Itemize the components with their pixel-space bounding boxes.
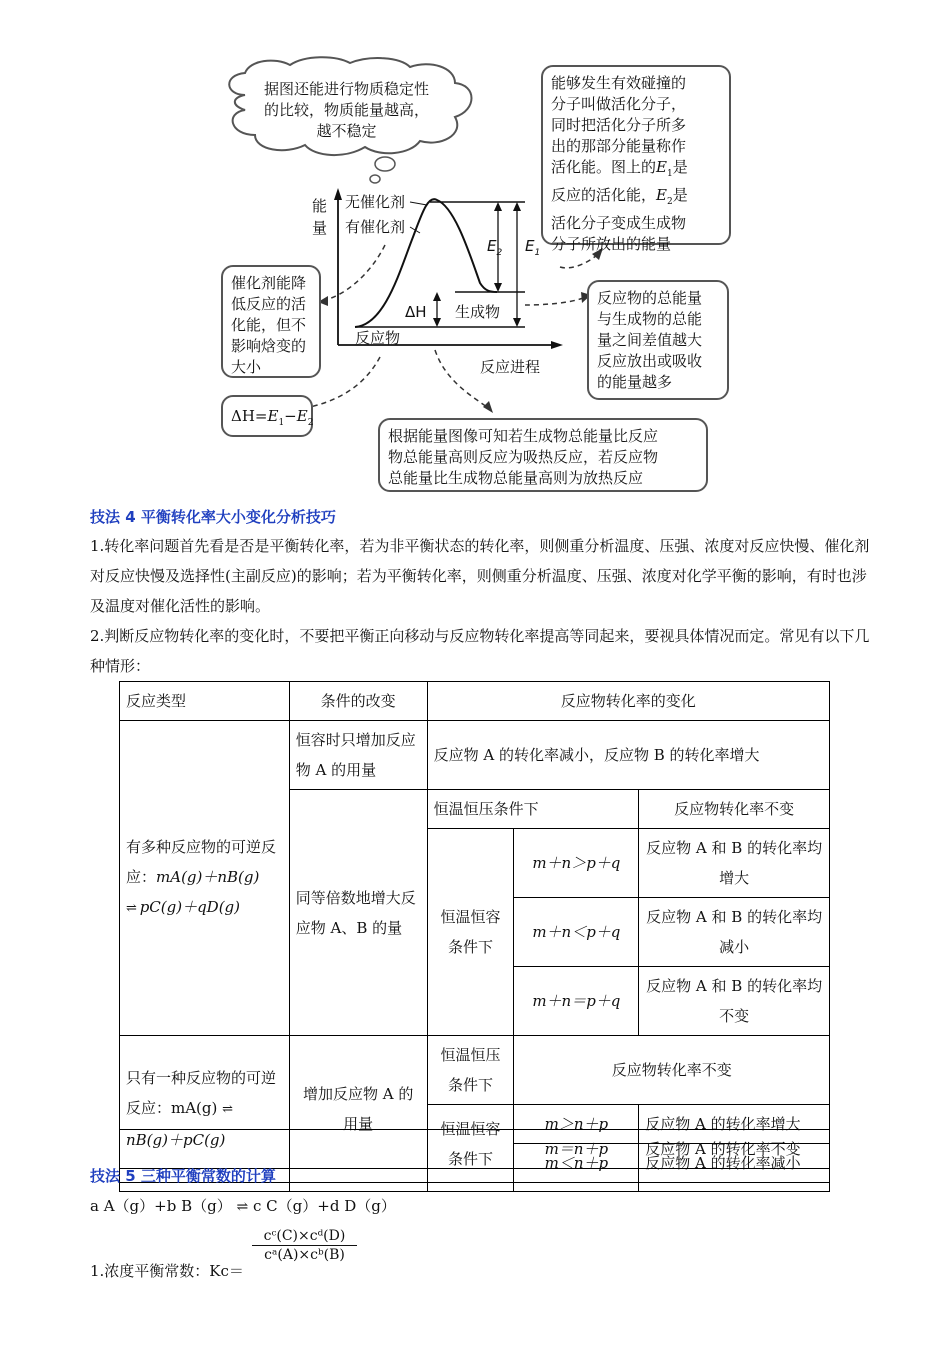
header-result: 反应物转化率的变化 bbox=[427, 682, 829, 721]
thought-bubble-2 bbox=[370, 175, 380, 183]
activation-energy-note: 能够发生有效碰撞的 分子叫做活化分子， 同时把活化分子所多 出的那部分能量称作 活化能。图上的$E_1$是 反应的活化能，$E_2$是 活化分子变成生成物 分子所放出的能量 bbox=[541, 65, 731, 245]
y-axis-label: 能 量 bbox=[312, 197, 328, 237]
kc-denominator: cᵃ(A)×cᵇ(B) bbox=[264, 1247, 345, 1263]
e2-label: $E_2$ bbox=[487, 237, 503, 258]
x-axis-arrow bbox=[551, 341, 563, 349]
const-tp-result: 反应物转化率不变 bbox=[639, 790, 830, 829]
cond-same-multiple: 同等倍数地增大反应物 A、B 的量 bbox=[289, 790, 427, 1036]
rel-lt: m＋n＜p＋q bbox=[514, 898, 639, 967]
total-energy-note: 反应物的总能量 与生成物的总能 量之间差值越大 反应放出或吸收 的能量越多 bbox=[587, 280, 729, 400]
equilibrium-equation: a A（g）+b B（g） ⇌ c C（g）+d D（g） bbox=[90, 1197, 396, 1215]
table-header-row bbox=[120, 682, 830, 721]
cond-add-a: 增加反应物 A 的用量 bbox=[289, 1036, 427, 1183]
product-label: 生成物 bbox=[455, 303, 501, 321]
rel-eq: m＋n＝p＋q bbox=[514, 967, 639, 1036]
header-reaction-type: 反应类型 bbox=[120, 682, 290, 721]
section4-heading: 技法 4 平衡转化率大小变化分析技巧 bbox=[90, 508, 336, 526]
table-row bbox=[120, 1036, 830, 1105]
table-row bbox=[120, 721, 830, 790]
table-row bbox=[120, 1130, 830, 1169]
dashed-arrow-activation bbox=[560, 255, 597, 268]
reactant-label: 反应物 bbox=[355, 329, 401, 347]
conversion-table-continued bbox=[119, 1129, 830, 1169]
dashed-arrow-total bbox=[525, 298, 583, 305]
section4-para1: 1.转化率问题首先看是否是平衡转化率，若为非平衡状态的转化率，则侧重分析温度、压强、浓度对反应快慢、催化剂对反应快慢及选择性(主副反应)的影响；若为平衡转化率，则侧重分析温度、压强、浓度对化学平衡的影响，有时也涉及温度对催化活性的影响。 bbox=[90, 537, 870, 615]
equilibrium-arrow: ⇌ bbox=[236, 1199, 249, 1215]
equilibrium-arrow: ⇌ bbox=[222, 1102, 234, 1117]
single-tp-result: 反应物转化率不变 bbox=[514, 1036, 830, 1105]
rel-gt: m＋n＞p＋q bbox=[514, 829, 639, 898]
s-rel-gt: m＞n＋p bbox=[514, 1105, 639, 1144]
cloud-note: 据图还能进行物质稳定性 的比较，物质能量越高， 越不稳定 bbox=[263, 80, 429, 140]
header-condition: 条件的改变 bbox=[289, 682, 427, 721]
res-gt: 反应物 A 和 B 的转化率均增大 bbox=[639, 829, 830, 898]
result-const-vol-a: 反应物 A 的转化率减小，反应物 B 的转化率增大 bbox=[427, 721, 829, 790]
with-catalyst-label: 有催化剂 bbox=[345, 218, 406, 236]
dh-label: ΔH bbox=[405, 303, 427, 321]
cond-const-vol-a: 恒容时只增加反应物 A 的用量 bbox=[289, 721, 427, 790]
single-tp: 恒温恒压条件下 bbox=[427, 1036, 514, 1105]
equilibrium-arrow: ⇌ bbox=[126, 901, 135, 916]
res-eq: 反应物 A 和 B 的转化率均不变 bbox=[639, 967, 830, 1036]
thought-bubble-1 bbox=[375, 157, 395, 171]
const-tp: 恒温恒压条件下 bbox=[427, 790, 639, 829]
x-axis-label: 反应进程 bbox=[480, 358, 541, 376]
e1-label: $E_1$ bbox=[525, 237, 541, 258]
s-rel-eq: m＝n＋p bbox=[514, 1130, 639, 1169]
kc-numerator: cᶜ(C)×cᵈ(D) bbox=[263, 1228, 346, 1244]
section4-para2: 2.判断反应物转化率的变化时，不要把平衡正向移动与反应物转化率提高等同起来，要视具体情况而定。常见有以下几种情形： bbox=[90, 627, 870, 675]
kc-fraction bbox=[252, 1228, 357, 1263]
kc-label: 1.浓度平衡常数：Kc＝ bbox=[90, 1262, 244, 1280]
const-tv: 恒温恒容条件下 bbox=[427, 829, 514, 1036]
s-res-lt: 反应物 A 的转化率减小 bbox=[639, 1144, 830, 1183]
multi-reactant-type: 有多种反应物的可逆反应：mA(g)＋nB(g) ⇌ pC(g)＋qD(g) bbox=[120, 721, 290, 1036]
s-res-gt: 反应物 A 的转化率增大 bbox=[639, 1105, 830, 1144]
no-catalyst-label: 无催化剂 bbox=[345, 193, 406, 211]
conversion-table bbox=[119, 681, 830, 1192]
bottom-note: 根据能量图像可知若生成物总能量比反应 物总能量高则反应为吸热反应，若反应物 总能量比生成物总能量高则为放热反应 bbox=[378, 418, 708, 492]
dashed-arrow-catalyst bbox=[325, 245, 385, 300]
single-reactant-type: 只有一种反应物的可逆反应：mA(g) ⇌ nB(g)＋pC(g) bbox=[120, 1036, 290, 1183]
s-rel-lt: m＜n＋p bbox=[514, 1144, 639, 1183]
section5-heading: 技法 5 三种平衡常数的计算 bbox=[90, 1167, 276, 1185]
catalyst-note: 催化剂能降 低反应的活 化能，但不 影响焓变的 大小 bbox=[221, 265, 321, 378]
res-lt: 反应物 A 和 B 的转化率均减小 bbox=[639, 898, 830, 967]
single-tv: 恒温恒容条件下 bbox=[427, 1105, 514, 1183]
delta-h-note: $\Delta H=E_1-E_2$ bbox=[221, 395, 313, 437]
energy-diagram bbox=[215, 55, 735, 495]
s-res-eq: 反应物 A 的转化率不变 bbox=[639, 1130, 830, 1169]
y-axis-arrow bbox=[334, 188, 342, 200]
